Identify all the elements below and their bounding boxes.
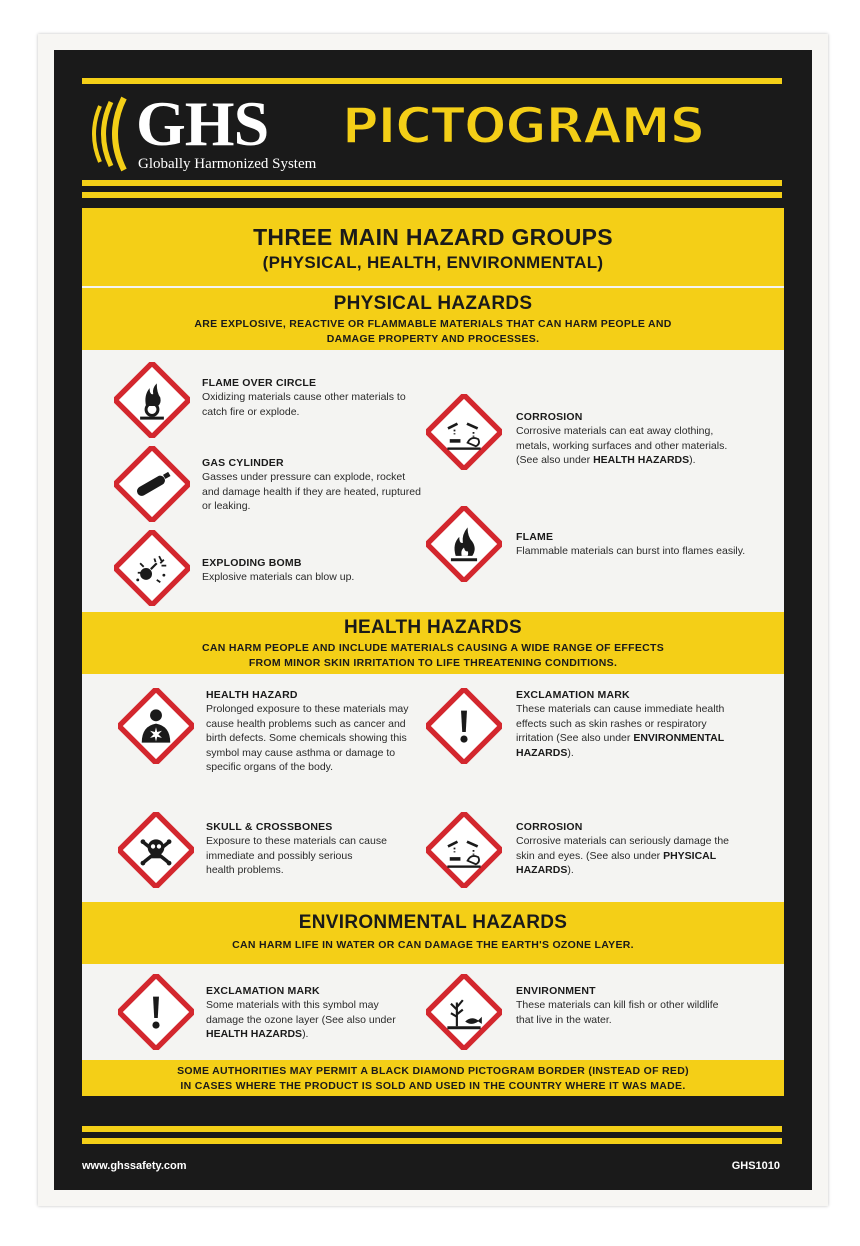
item-title: ENVIRONMENT: [516, 985, 596, 997]
footer-code: GHS1010: [731, 1160, 780, 1172]
item-line: catch fire or explode.: [202, 405, 300, 418]
note-band: [82, 1060, 784, 1096]
top-stripe-3: [82, 192, 782, 198]
item-line: Explosive materials can blow up.: [202, 571, 355, 583]
item-line: specific organs of the body.: [206, 761, 334, 773]
item-bold-ref: HAZARDS: [516, 746, 568, 759]
item-line: [516, 453, 776, 468]
item-title: EXCLAMATION MARK: [206, 985, 320, 997]
intro-subtitle: (PHYSICAL, HEALTH, ENVIRONMENTAL): [262, 253, 604, 272]
item-title: FLAME OVER CIRCLE: [202, 377, 317, 389]
sound-arcs-icon: [86, 96, 134, 172]
item-line: Some materials with this symbol may: [206, 999, 379, 1011]
item-title: GAS CYLINDER: [202, 457, 284, 469]
health-item-text: [206, 688, 456, 775]
item-title: EXPLODING BOMB: [202, 557, 302, 569]
item-line: These materials can cause immediate health: [516, 703, 725, 715]
note-line1: SOME AUTHORITIES MAY PERMIT A BLACK DIAMOND PICTOGRAM BORDER (INSTEAD OF RED): [177, 1065, 689, 1077]
health-item-text: [516, 820, 776, 878]
item-line: [516, 731, 776, 746]
item-title: SKULL & CROSSBONES: [206, 821, 333, 833]
health-hazard-icon: [118, 688, 194, 764]
item-bold-ref: HEALTH HAZARDS: [206, 1028, 303, 1040]
item-line-part: irritation (See also under: [516, 732, 634, 744]
item-line: [516, 746, 776, 761]
intro-title: THREE MAIN HAZARD GROUPS: [253, 224, 613, 250]
health-item-text: [516, 688, 776, 760]
physical-item-text: [202, 456, 452, 514]
item-line: or leaking.: [202, 500, 251, 512]
ghs-logo-subtitle: Globally Harmonized System: [138, 156, 317, 172]
item-line: Oxidizing materials cause other materials to: [202, 391, 406, 403]
physical-band: [82, 288, 784, 350]
environmental-title: ENVIRONMENTAL HAZARDS: [298, 912, 568, 933]
environmental-band: [82, 902, 784, 964]
item-line: Prolonged exposure to these materials may: [206, 703, 409, 715]
footer-url: www.ghssafety.com: [82, 1160, 187, 1172]
item-line-tail: ).: [302, 1028, 309, 1040]
intro-band: [82, 208, 784, 286]
item-title: EXCLAMATION MARK: [516, 689, 630, 701]
item-line: [206, 1027, 456, 1042]
exclamation-mark-icon: [118, 974, 194, 1050]
ghs-logo-text: GHS: [136, 88, 269, 159]
environmental-item-text: [516, 984, 776, 1027]
item-line: Corrosive materials can eat away clothing,: [516, 425, 714, 437]
health-band: [82, 612, 784, 674]
physical-item-text: [516, 410, 776, 468]
item-line: Gasses under pressure can explode, rocket: [202, 471, 406, 483]
item-title: HEALTH HAZARD: [206, 689, 298, 701]
poster-title: PICTOGRAMS: [342, 97, 705, 155]
item-line: Exposure to these materials can cause: [206, 835, 387, 847]
ghs-poster: [54, 50, 812, 1190]
item-line: effects such as skin rashes or respiratory: [516, 717, 707, 730]
bottom-stripe-1: [82, 1126, 782, 1132]
item-title: CORROSION: [516, 411, 583, 423]
health-title: HEALTH HAZARDS: [343, 617, 522, 638]
item-line-tail: ).: [689, 454, 696, 466]
item-title: CORROSION: [516, 821, 583, 833]
item-line: immediate and possibly serious: [206, 849, 353, 862]
health-item-text: [206, 820, 456, 878]
item-bold-ref: HAZARDS: [516, 864, 568, 876]
corrosion-icon: [426, 812, 502, 888]
physical-sub2: DAMAGE PROPERTY AND PROCESSES.: [326, 333, 540, 345]
physical-item-text: [516, 530, 776, 559]
item-line: Flammable materials can burst into flames easily.: [516, 545, 746, 557]
poster-header: [80, 90, 792, 180]
top-stripe-2: [82, 180, 782, 186]
item-line-tail: ).: [567, 864, 574, 876]
exclamation-mark-icon: [426, 688, 502, 764]
note-line2: IN CASES WHERE THE PRODUCT IS SOLD AND USED IN THE COUNTRY WHERE IT WAS MADE.: [180, 1080, 686, 1092]
top-stripe-1: [82, 78, 782, 84]
item-title: FLAME: [516, 531, 554, 543]
item-line: metals, working surfaces and other materials.: [516, 439, 728, 452]
item-line: These materials can kill fish or other wildlife: [516, 999, 719, 1011]
item-bold-ref: HEALTH HAZARDS: [593, 454, 690, 466]
item-line: [516, 849, 776, 864]
physical-sub1: ARE EXPLOSIVE, REACTIVE OR FLAMMABLE MATERIALS THAT CAN HARM PEOPLE AND: [194, 318, 672, 330]
health-sub2: FROM MINOR SKIN IRRITATION TO LIFE THREATENING CONDITIONS.: [248, 657, 618, 669]
item-line: symbol may cause asthma or damage to: [206, 746, 396, 759]
skull-crossbones-icon: [118, 812, 194, 888]
flame-over-circle-icon: [114, 362, 190, 438]
item-bold-ref: PHYSICAL: [663, 849, 717, 862]
physical-item-text: [202, 376, 452, 419]
item-line: health problems.: [206, 864, 284, 876]
item-line: that live in the water.: [516, 1013, 612, 1026]
physical-item-text: [202, 556, 452, 585]
exploding-bomb-icon: [114, 530, 190, 606]
health-sub1: CAN HARM PEOPLE AND INCLUDE MATERIALS CAUSING A WIDE RANGE OF EFFECTS: [201, 642, 665, 654]
item-line-part: skin and eyes. (See also under: [516, 849, 664, 862]
item-line-part: (See also under: [516, 454, 594, 466]
item-line: and damage health if they are heated, ruptured: [202, 485, 421, 498]
item-line: damage the ozone layer (See also under: [206, 1013, 396, 1026]
flame-icon: [426, 506, 502, 582]
item-line: [516, 863, 776, 878]
item-line: Corrosive materials can seriously damage the: [516, 835, 730, 847]
environment-icon: [426, 974, 502, 1050]
environmental-sub1: CAN HARM LIFE IN WATER OR CAN DAMAGE THE EARTH'S OZONE LAYER.: [232, 939, 634, 951]
poster-content: [82, 208, 784, 1096]
gas-cylinder-icon: [114, 446, 190, 522]
item-line: birth defects. Some chemicals showing this: [206, 732, 407, 744]
corrosion-icon: [426, 394, 502, 470]
environmental-item-text: [206, 984, 456, 1042]
item-line-tail: ).: [567, 746, 574, 759]
bottom-stripe-2: [82, 1138, 782, 1144]
physical-title: PHYSICAL HAZARDS: [333, 293, 533, 314]
item-line: cause health problems such as cancer and: [206, 717, 406, 730]
item-bold-ref: ENVIRONMENTAL: [633, 732, 725, 744]
